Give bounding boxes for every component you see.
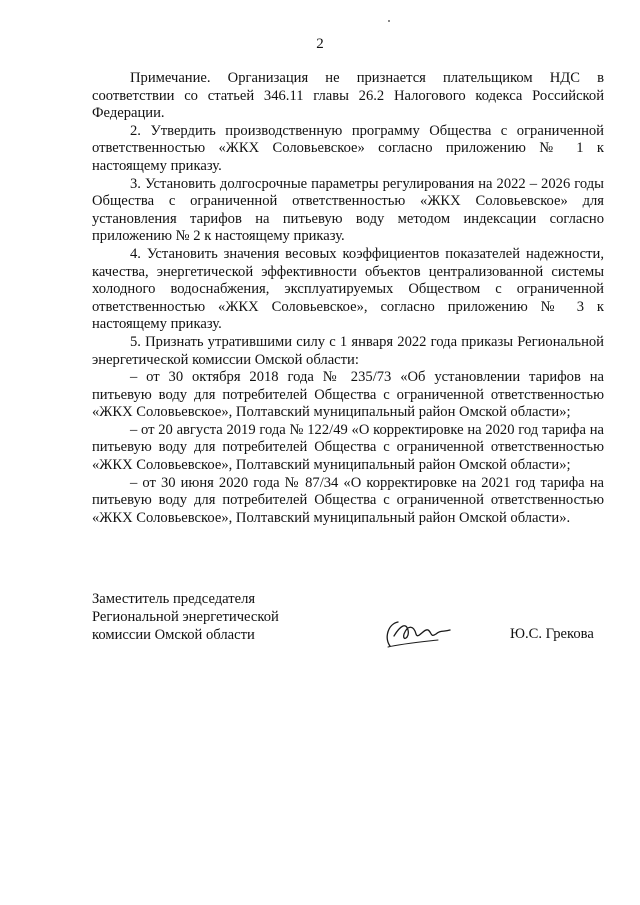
page-number: 2 <box>316 36 324 52</box>
repealed-order-2: – от 20 августа 2019 года № 122/49 «О корректировке на 2020 год тарифа на питьевую воду для потребителей Общества с ограниченной ответственностью «ЖКХ Соловьевское», Полтавский муниципальный район Омской области»; <box>92 421 604 474</box>
signatory-name: Ю.С. Грекова <box>510 626 594 642</box>
repealed-order-1: – от 30 октября 2018 года № 235/73 «Об установлении тарифов на питьевую воду для потребителей Общества с ограниченной ответственностью «ЖКХ Соловьевское», Полтавский муниципальный район Омской области»; <box>92 369 604 421</box>
paragraph-item-4: 4. Установить значения весовых коэффициентов показателей надежности, качества, энергетической эффективности объектов централизованной системы холодного водоснабжения, эксплуатируемых Обществом с ограниченной ответственностью «ЖКХ Соловьевское», согласно приложению № 3 к настоящему приказу. <box>92 245 604 333</box>
scan-speck <box>388 20 390 22</box>
document-body <box>92 70 604 527</box>
paragraph-item-2: 2. Утвердить производственную программу Общества с ограниченной ответственностью «ЖКХ Соловьевское» согласно приложению № 1 к настоящему приказу. <box>92 122 604 174</box>
signatory-title-line: Региональной энергетической <box>92 609 279 625</box>
paragraph-item-5: 5. Признать утратившими силу с 1 января 2022 года приказы Региональной энергетической комиссии Омской области: <box>92 333 604 368</box>
signatory-title-line: комиссии Омской области <box>92 627 255 643</box>
signatory-title-line: Заместитель председателя <box>92 591 256 607</box>
handwritten-signature <box>380 616 458 652</box>
repealed-order-3: – от 30 июня 2020 года № 87/34 «О корректировке на 2021 год тарифа на питьевую воду для потребителей Общества с ограниченной ответственностью «ЖКХ Соловьевское», Полтавский муниципальный район Омской области». <box>92 474 604 526</box>
paragraph-note: Примечание. Организация не признается плательщиком НДС в соответствии со статьей 346.11 главы 26.2 Налогового кодекса Российской Федерации. <box>92 70 604 122</box>
paragraph-item-3: 3. Установить долгосрочные параметры регулирования на 2022 – 2026 годы Общества с ограниченной ответственностью «ЖКХ Соловьевское» для установления тарифов на питьевую воду методом индексации согласно приложению № 2 к настоящему приказу. <box>92 175 604 245</box>
